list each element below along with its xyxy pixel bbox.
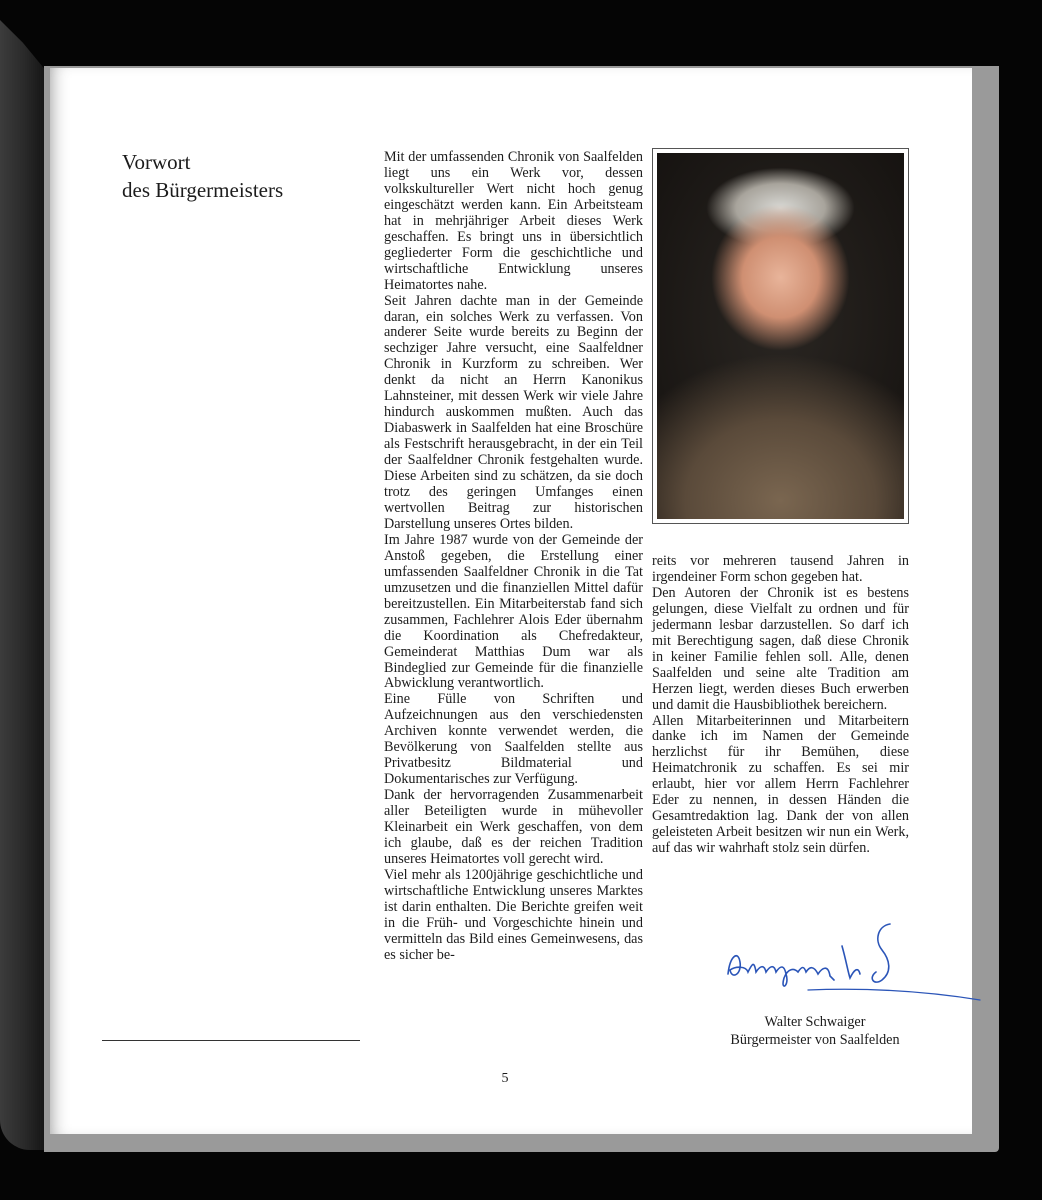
paragraph: Eine Fülle von Schriften und Aufzeichnungen aus den verschiedensten Archiven konnte verwendet werden, die Bevölkerung von Saalfelden stellte aus Privatbesitz Bildmaterial und Dokumentarisches zur Verfügung.: [384, 691, 643, 788]
portrait-image: [657, 153, 904, 519]
paragraph: Seit Jahren dachte man in der Gemeinde daran, ein solches Werk zu verfassen. Von anderer Seite wurde bereits zu Beginn der sechziger Jahre versucht, eine Saalfeldner Chronik in Kurzform zu schreiben. Wer denkt da nicht an Herrn Kanonikus Lahnsteiner, mit dessen Werk wir viele Jahre hindurch auskommen mußten. Auch das Diabaswerk in Saalfelden hat eine Broschüre als Festschrift herausgebracht, in der ein Teil der Saalfeldner Chronik festgehalten wurde. Diese Arbeiten sind zu schätzen, da sie doch trotz des geringen Umfanges einen wertvollen Beitrag zur historischen Darstellung unseres Ortes bilden.: [384, 292, 643, 532]
paragraph: Allen Mitarbeiterinnen und Mitarbeitern danke ich im Namen der Gemeinde herzlichst für ihr Bemühen, diese Heimatchronik zu schaffen. Es sei mir erlaubt, hier vor allem Herrn Fachlehrer Eder zu nennen, in dessen Händen die Gesamtredaktion lag. Dank der von allen geleisteten Arbeit besitzen wir nun ein Werk, auf das wir wahrhaft stolz sein dürfen.: [652, 712, 909, 857]
paragraph: Dank der hervorragenden Zusammenarbeit aller Beteiligten wurde in mühevoller Kleinarbeit ein Werk geschaffen, von dem ich glaube, daß es der reichen Tradition unseres Heimatortes voll gerecht wird.: [384, 787, 643, 867]
text-column-left: [384, 150, 643, 964]
signature-stroke: [728, 956, 834, 986]
signer-name: Walter Schwaiger: [764, 1014, 866, 1030]
paragraph: Im Jahre 1987 wurde von der Gemeinde der Anstoß gegeben, die Erstellung einer umfassenden Saalfeldner Chronik in die Tat umzusetzen und die finanziellen Mittel dafür bereitzustellen. Ein Mitarbeiterstab fand sich zusammen, Fachlehrer Alois Eder übernahm die Koordination als Chefredakteur, Gemeinderat Matthias Dum war als Bindeglied zur Gemeinde für die finanzielle Abwicklung verantwortlich.: [384, 531, 643, 692]
divider-line: [102, 1040, 360, 1041]
paragraph: reits vor mehreren tausend Jahren in irgendeiner Form schon gegeben hat.: [652, 553, 909, 585]
paragraph: Viel mehr als 1200jährige geschichtliche und wirtschaftliche Entwicklung unseres Marktes ist darin enthalten. Die Berichte greifen weit in die Früh- und Vorgeschichte hinein und vermitteln das Bild eines Gemeinwesens, das es sicher be-: [384, 866, 643, 963]
signature-stroke: [872, 924, 890, 982]
paragraph: Mit der umfassenden Chronik von Saalfelden liegt uns ein Werk vor, dessen volkskultureller Wert nicht hoch genug eingeschätzt werden kann. Ein Arbeitsteam hat in mehrjähriger Arbeit dieses Werk geschaffen. Es bringt uns in übersichtlich gegliederter Form die geschichtliche und wirtschaftliche Entwicklung unseres Heimatortes nahe.: [384, 149, 643, 293]
portrait-photo: [652, 148, 909, 524]
page-number: 5: [501, 1071, 509, 1086]
signature-stroke: [842, 946, 860, 978]
paragraph: Den Autoren der Chronik ist es bestens gelungen, diese Vielfalt zu ordnen und für jedermann lesbar darzustellen. So darf ich mit Berechtigung sagen, daß diese Chronik in keiner Familie fehlen soll. Alle, denen Saalfelden und seine alte Tradition am Herzen liegt, werden dieses Buch erwerben und damit die Hausbibliothek bereichern.: [652, 584, 909, 713]
signer-role: Bürgermeister von Saalfelden: [730, 1032, 900, 1048]
page-title: [122, 148, 382, 204]
handwritten-signature: [718, 916, 988, 1006]
book-page: [50, 68, 972, 1134]
title-line-1: Vorwort: [122, 150, 191, 174]
signature-underline: [808, 989, 980, 1000]
title-line-2: des Bürgermeisters: [122, 178, 284, 202]
text-column-right: [652, 554, 909, 857]
